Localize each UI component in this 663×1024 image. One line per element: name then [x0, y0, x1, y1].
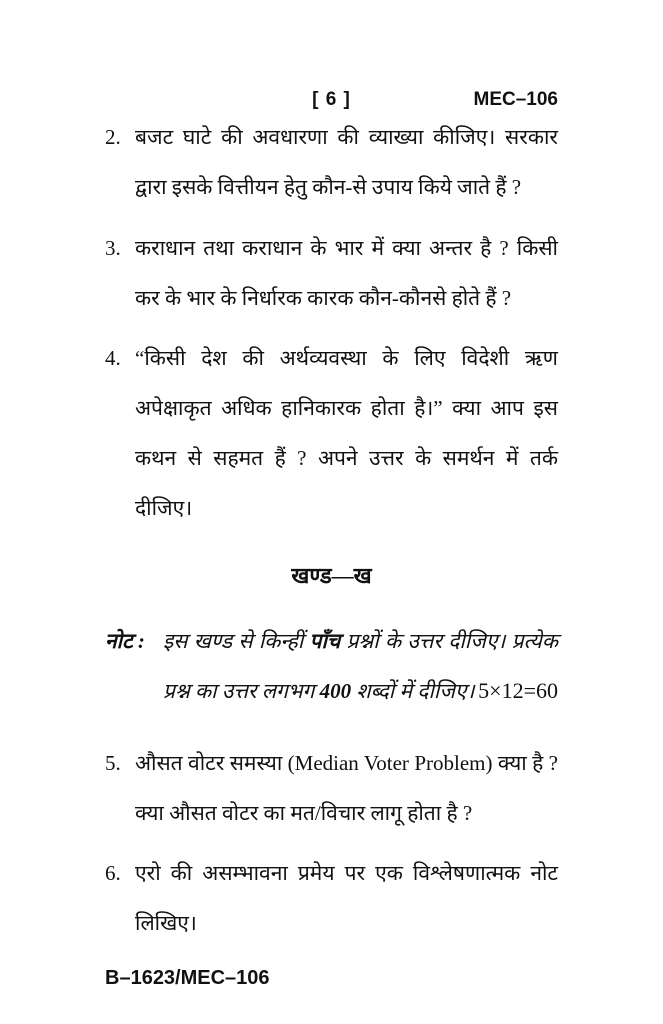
question-3 [105, 223, 558, 323]
question-2-text: बजट घाटे की अवधारणा की व्याख्या कीजिए। सरकार द्वारा इसके वित्तीयन हेतु कौन-से उपाय किये जाते हैं ? [135, 125, 558, 199]
note-label: नोट : [105, 629, 145, 653]
question-4-number: 4. [105, 346, 121, 370]
note-text-bold-400: 400 [319, 679, 352, 703]
booklet-code: B–1623/MEC–106 [105, 967, 270, 989]
section-b-heading: खण्ड—ख [291, 563, 372, 588]
question-6-text: एरो की असम्भावना प्रमेय पर एक विश्लेषणात्मक नोट लिखिए। [135, 861, 558, 935]
marks-scheme: 5×12=60 [478, 678, 558, 703]
question-6 [105, 848, 558, 948]
note-text-part2: प्रश्नों के उत्तर दीजिए। प्रत्येक प्रश्न का उत्तर लगभग [163, 629, 558, 703]
section-b-note [105, 616, 558, 716]
note-text-bold-panch: पाँच [309, 629, 341, 653]
page-number: [ 6 ] [312, 89, 351, 110]
question-3-text: कराधान तथा कराधान के भार में क्या अन्तर है ? किसी कर के भार के निर्धारक कारक कौन-कौनसे होते हैं ? [135, 236, 558, 310]
note-text [163, 616, 558, 716]
question-6-number: 6. [105, 861, 121, 885]
question-4-text: “किसी देश की अर्थव्यवस्था के लिए विदेशी ऋण अपेक्षाकृत अधिक हानिकारक होता है।” क्या आप इस कथन से सहमत हैं ? अपने उत्तर के समर्थन में तर्क दीजिए। [135, 346, 558, 520]
question-4 [105, 333, 558, 533]
note-text-part1: इस खण्ड से किन्हीं [163, 629, 310, 653]
page-footer [105, 966, 558, 990]
note-text-part3: शब्दों में दीजिए। [351, 679, 475, 703]
question-5 [105, 738, 558, 838]
paper-code: MEC–106 [473, 89, 558, 110]
question-2 [105, 112, 558, 212]
question-5-number: 5. [105, 751, 121, 775]
question-2-number: 2. [105, 125, 121, 149]
question-5-text: औसत वोटर समस्या (Median Voter Problem) क्या है ? क्या औसत वोटर का मत/विचार लागू होता है ? [135, 751, 558, 825]
page-header [105, 88, 558, 112]
question-3-number: 3. [105, 236, 121, 260]
